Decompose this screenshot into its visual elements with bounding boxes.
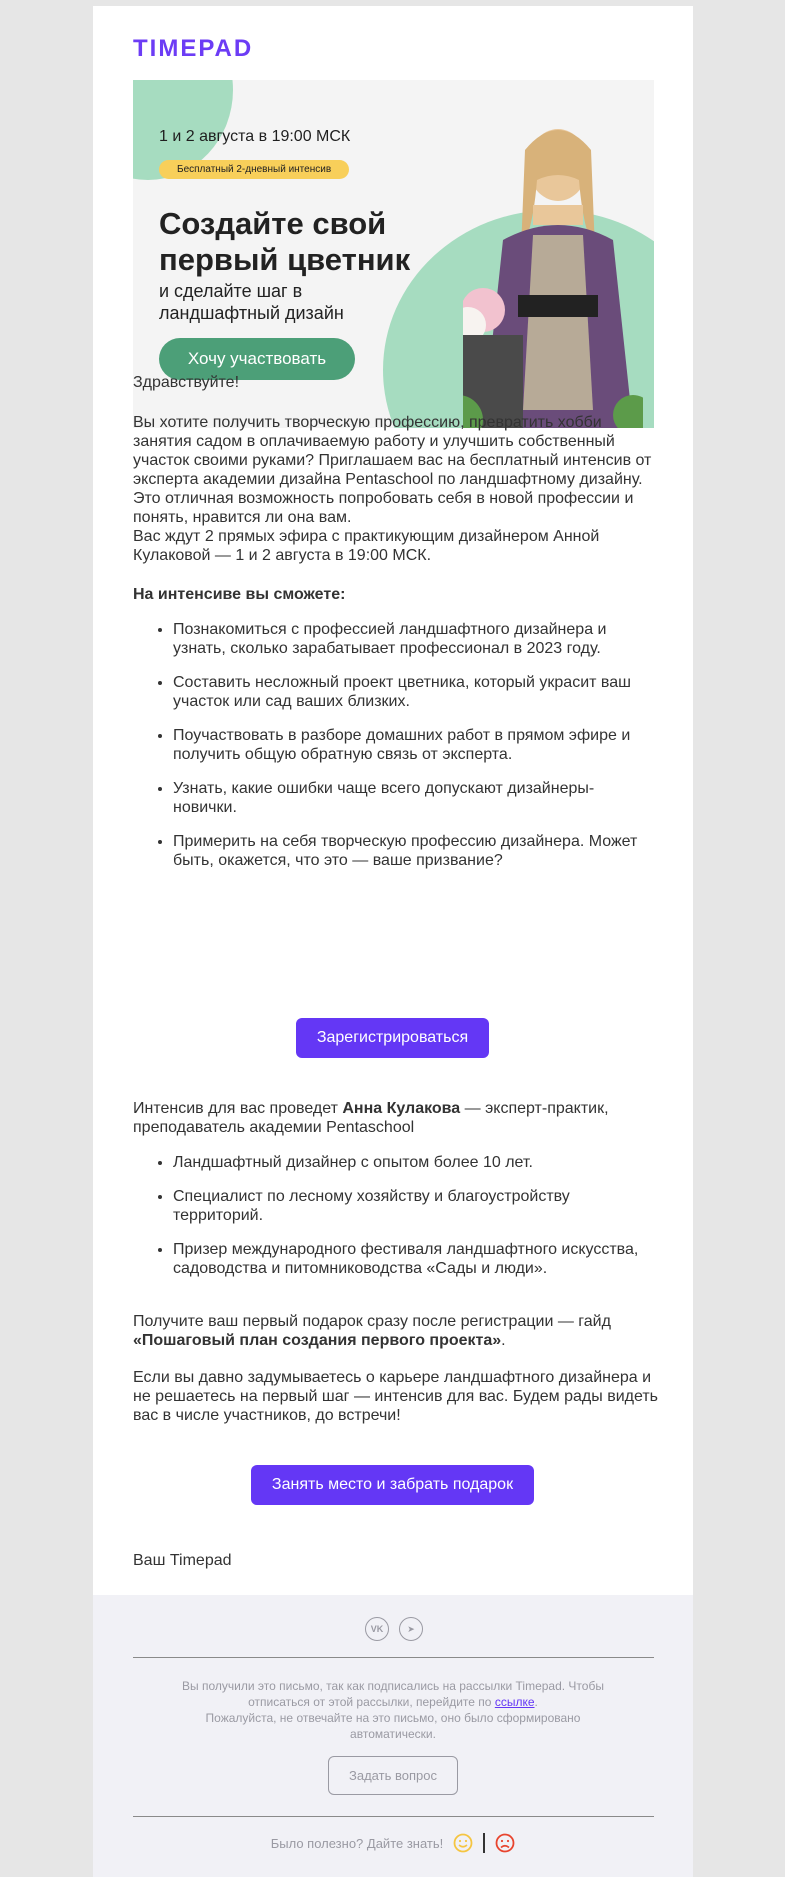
list-item: • Узнать, какие ошибки чаще всего допускают дизайнеры-новички. [173, 779, 658, 817]
list-item: • Ландшафтный дизайнер с опытом более 10 лет. [173, 1153, 658, 1172]
benefits-section [133, 585, 658, 885]
unsubscribe-link[interactable]: ссылке [494, 1695, 535, 1709]
greeting-text: Здравствуйте! [133, 374, 240, 391]
feedback-text: Было полезно? Дайте знать! [270, 1835, 444, 1851]
speaker-list [133, 1153, 658, 1278]
speaker-name: Анна Кулакова [342, 1100, 461, 1117]
intro-paragraph: Вы хотите получить творческую профессию, превратить хобби занятия садом в оплачиваемую работу и улучшить собственный участок своими руками? Приглашаем вас на бесплатный интенсив от эксперта академии дизайна Pentaschool по ландшафтному дизайну. Это отличная возможность попробовать себя в новой профессии и понять, нравится ли она вам. [133, 414, 652, 526]
email-body [93, 6, 693, 1877]
list-item: • Поучаствовать в разборе домашних работ в прямом эфире и получить общую обратную связь от эксперта. [173, 726, 658, 764]
happy-face-icon[interactable] [453, 1833, 473, 1853]
list-item: • Составить несложный проект цветника, который украсит ваш участок или сад ваших близких. [173, 673, 658, 711]
list-item: • Познакомиться с профессией ландшафтного дизайнера и узнать, сколько зарабатывает профессионал в 2023 году. [173, 620, 658, 658]
vk-icon[interactable]: VK [365, 1617, 389, 1641]
divider [133, 1816, 654, 1817]
timepad-logo[interactable] [133, 36, 253, 62]
banner-date: 1 и 2 августа в 19:00 МСК [159, 128, 351, 145]
gift-paragraph: Получите ваш первый подарок сразу после регистрации — гайд «Пошаговый план создания первого проекта». [133, 1313, 611, 1349]
list-item: • Примерить на себя творческую профессию дизайнера. Может быть, окажется, что это — ваше призвание? [173, 832, 658, 870]
list-item: • Призер международного фестиваля ландшафтного искусства, садоводства и питомниководства «Сады и люди». [173, 1240, 658, 1278]
speaker-section [133, 1099, 658, 1293]
speaker-intro: Интенсив для вас проведет Анна Кулакова — эксперт-практик, преподаватель академии Pentaschool [133, 1100, 609, 1136]
register-button[interactable]: Зарегистрироваться [296, 1018, 489, 1058]
telegram-icon[interactable]: ➤ [399, 1617, 423, 1641]
banner-cta-button[interactable]: Хочу участвовать [159, 338, 355, 380]
schedule-paragraph: Вас ждут 2 прямых эфира с практикующим дизайнером Анной Кулаковой — 1 и 2 августа в 19:00 МСК. [133, 528, 600, 564]
banner-tag: Бесплатный 2-дневный интенсив [159, 160, 349, 179]
sad-face-icon[interactable] [495, 1833, 515, 1853]
closing-paragraph: Если вы давно задумываетесь о карьере ландшафтного дизайнера и не решаетесь на первый шаг — интенсив для вас. Будем рады видеть вас в числе участников, до встречи! [133, 1369, 658, 1424]
list-item: • Специалист по лесному хозяйству и благоустройству территорий. [173, 1187, 658, 1225]
gift-title: «Пошаговый план создания первого проекта» [133, 1332, 502, 1349]
signature-text: Ваш Timepad [133, 1552, 232, 1569]
banner-headline: Создайте свой первый цветник [159, 206, 411, 277]
feedback-separator [483, 1833, 485, 1853]
logo-text: TIMEPAD [133, 35, 254, 62]
benefits-title: На интенсиве вы сможете: [133, 586, 346, 603]
divider [133, 1657, 654, 1658]
banner-subline: и сделайте шаг в ландшафтный дизайн [159, 281, 344, 323]
social-links [365, 1617, 423, 1641]
legal-notice: Вы получили это письмо, так как подписались на рассылки Timepad. Чтобы отписаться от этой рассылки, перейдите по ссылке. Пожалуйста, не отвечайте на это письмо, оно было сформировано автоматически. [182, 1679, 604, 1741]
ask-question-button[interactable]: Задать вопрос [328, 1756, 458, 1795]
benefits-list [133, 620, 658, 870]
gift-button[interactable]: Занять место и забрать подарок [251, 1465, 534, 1505]
footer [93, 1595, 693, 1877]
feedback-row [93, 1833, 693, 1853]
